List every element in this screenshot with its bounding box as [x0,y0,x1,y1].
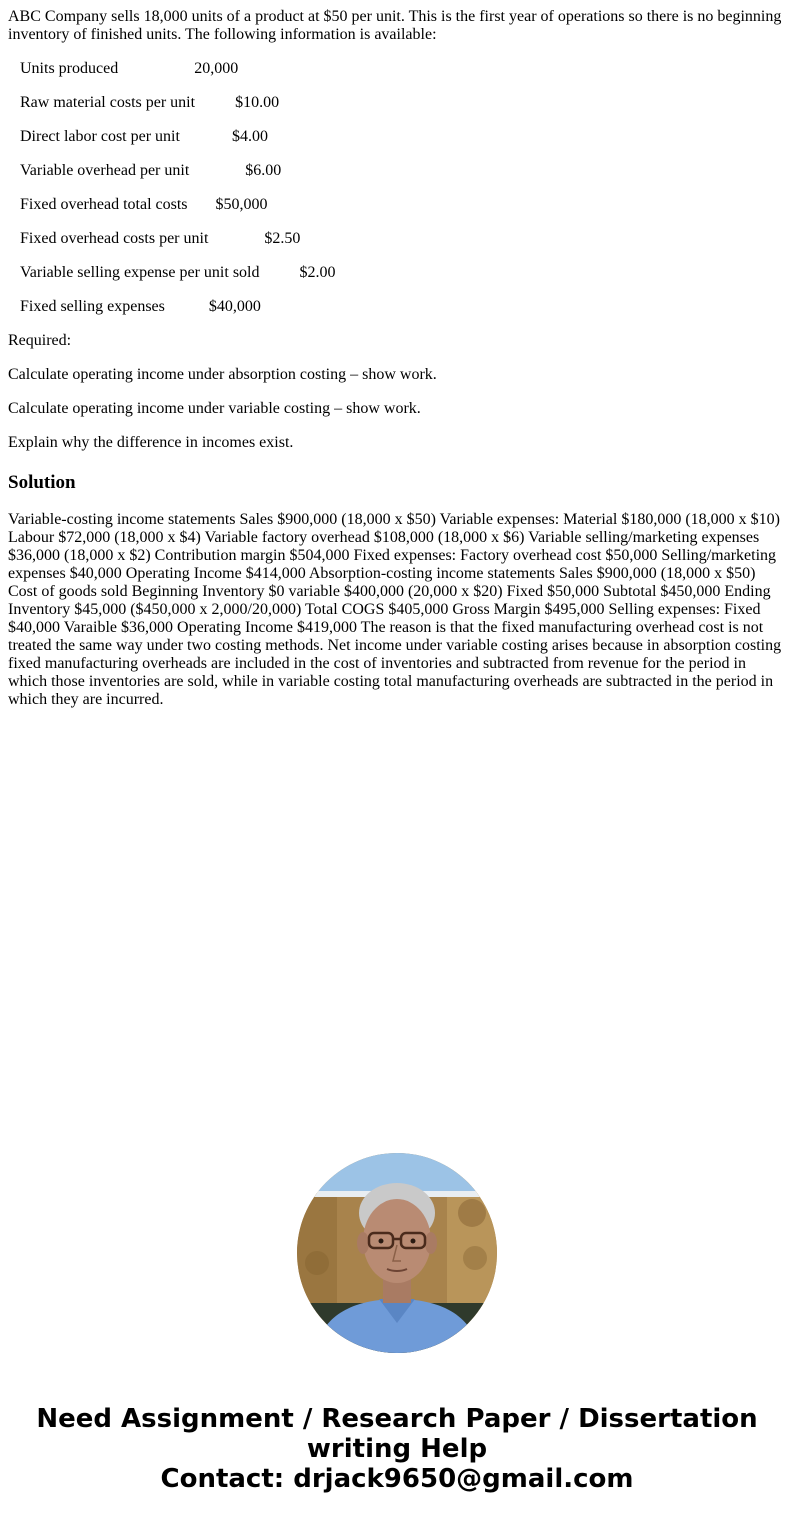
person-photo-icon [297,1153,497,1353]
info-row-fixed-selling: Fixed selling expenses $40,000 [20,298,261,315]
promo-banner [0,1404,794,1494]
solution-text: Variable-costing income statements Sales $900,000 (18,000 x $50) Variable expenses: Material $180,000 (18,000 x $10) Labour $72,000 (18,000 x $4) Variable factory overhead $108,000 (18,000 x $6) Variable selling/marketing expenses $36,000 (18,000 x $2) Contribution margin $504,000 Fixed expenses: Factory overhead cost $50,000 Selling/marketing expenses $40,000 Operating Income $414,000 Absorption-costing income statements Sales $900,000 (18,000 x $50) Cost of goods sold Beginning Inventory $0 variable $400,000 (20,000 x $20) Fixed $50,000 Subtotal $450,000 Ending Inventory $45,000 ($450,000 x 2,000/20,000) Total COGS $405,000 Gross Margin $495,000 Selling expenses: Fixed $40,000 Varaible $36,000 Operating Income $419,000 The reason is that the fixed manufacturing overhead cost is not treated the same way under two costing methods. Net income under variable costing arises because in absorption costing fixed manufacturing overheads are included in the cost of inventories and subtracted from revenue for the period in which those inventories are sold, while in variable costing total manufacturing overheads are subtracted in the period in which they are incurred. [8,511,782,708]
task-explain: Explain why the difference in incomes exist. [8,434,294,451]
info-row-raw-material: Raw material costs per unit $10.00 [20,94,280,111]
author-photo [297,1153,497,1353]
info-row-direct-labor: Direct labor cost per unit $4.00 [20,128,268,145]
info-row-fixed-overhead-total: Fixed overhead total costs $50,000 [20,196,268,213]
info-row-fixed-overhead-per-unit: Fixed overhead costs per unit $2.50 [20,230,301,247]
info-row-variable-overhead: Variable overhead per unit $6.00 [20,162,282,179]
document-body [8,8,786,709]
required-label: Required: [8,332,72,349]
info-row-variable-selling: Variable selling expense per unit sold $2.00 [20,264,336,281]
promo-contact: Contact: drjack9650@gmail.com [160,1464,634,1494]
task-variable: Calculate operating income under variable costing – show work. [8,400,421,417]
task-absorption: Calculate operating income under absorption costing – show work. [8,366,437,383]
solution-heading: Solution [8,472,76,493]
question-intro: ABC Company sells 18,000 units of a product at $50 per unit. This is the first year of operations so there is no beginning inventory of finished units. The following information is available: [8,8,782,43]
info-row-units-produced: Units produced 20,000 [20,60,239,77]
promo-line-1: Need Assignment / Research Paper / Dissertation [36,1404,758,1434]
promo-line-2: writing Help [306,1434,488,1464]
